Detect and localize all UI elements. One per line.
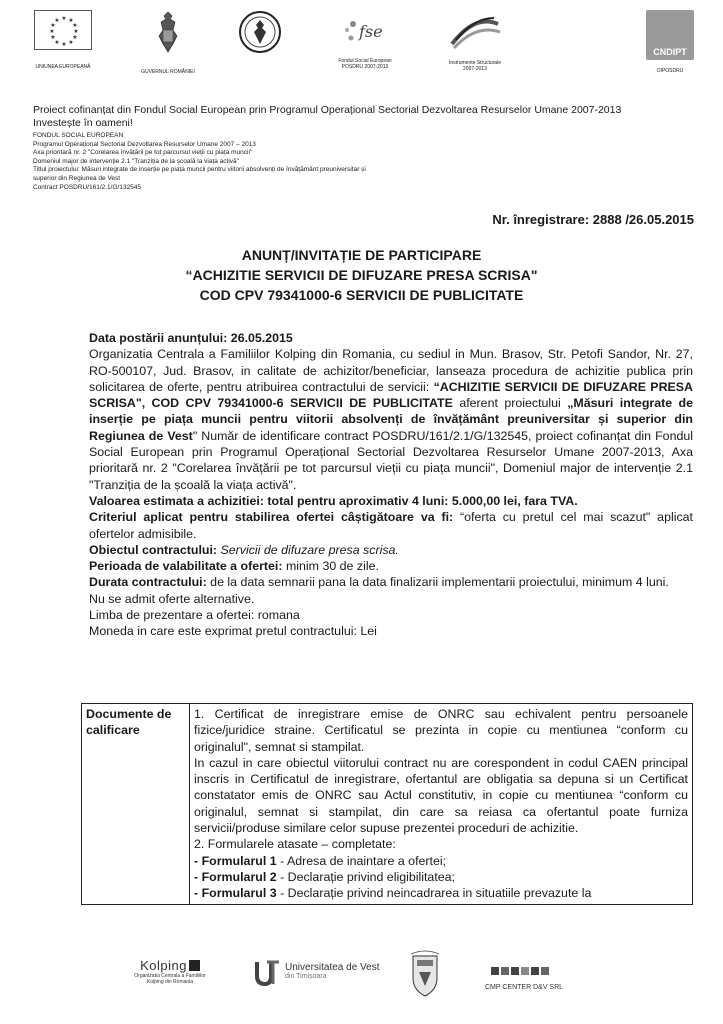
svg-text:★: ★ [72, 35, 78, 41]
meta-line: Titlul proiectului: Măsuri integrate de inserție pe piața muncii pentru viitorii absolvenți de învățământ preuniversitar și [33, 166, 366, 174]
duration-label: Durata contractului: [89, 575, 207, 590]
project-line: Proiect cofinanțat din Fondul Social European prin Programul Operațional Sectorial Dezvoltarea Resurselor Umane 2007-2013 [33, 104, 622, 116]
table-row [82, 704, 693, 905]
form-label: - Formularul 3 [194, 886, 277, 901]
svg-text:★: ★ [61, 16, 67, 22]
announcement-body [89, 330, 693, 640]
cndipt-caption: OIPOSDRU [656, 68, 684, 74]
criterion-label: Criteriul aplicat pentru stabilirea ofertei câștigătoare va fi: [89, 510, 454, 525]
intro-text: aferent proiectului [452, 396, 568, 411]
cmp-name: CMP CENTER D&V SRL [485, 984, 564, 991]
seal-icon [238, 10, 282, 54]
svg-text:★: ★ [72, 23, 78, 29]
intro-paragraph [89, 346, 693, 493]
meta-line: Contract POSDRU/161/2.1/G/132545 [33, 183, 142, 191]
intro-text: " Număr de identificare contract POSDRU/161/2.1/G/132545, proiect cofinanțat din Fondul Social European prin Programul Operațional Sectorial Dezvoltarea Resurselor Umane 2007-2013, Axa prioritară nr. 2 "Corelarea învățării pe tot parcursul vieții cu piața muncii", Domeniul major de intervenție 2.1 "Tranziția de la școală la viața activă". [89, 428, 693, 492]
validity-label: Perioada de valabilitate a ofertei: [89, 559, 283, 574]
structural-instruments-logo [430, 10, 520, 72]
intro-text: Organizatia Centrala a Familiilor Kolping din Romania, cu sediul in Mun. Brasov, Str. Petofi Sandor, Nr. 27, RO-500107, Jud. Brasov, in calitate de achizitor/beneficiar, lanseaza procedura de achizitie publica prin solicitarea de oferte, pentru atribuirea contractului de servicii: [89, 347, 693, 394]
timis-crest [405, 950, 445, 1003]
project-header [33, 104, 693, 130]
qualification-item: 2. Formularele atasate – completate: [194, 837, 396, 852]
svg-text:★: ★ [54, 40, 60, 46]
is-caption-1: Instrumente Structurale [449, 60, 501, 66]
county-crest-icon [405, 950, 445, 998]
kolping-logo [115, 958, 225, 985]
object-value: Servicii de difuzare presa scrisa. [217, 542, 399, 557]
contract-duration [89, 574, 693, 590]
qualification-label: Documente de calificare [82, 704, 190, 905]
form-label: - Formularul 1 [194, 853, 277, 868]
validity-value: minim 30 de zile. [282, 559, 379, 574]
logo-strip [20, 10, 700, 90]
invest-line: Investește în oameni! [33, 117, 133, 129]
eu-caption: UNIUNEA EUROPEANĂ [35, 64, 91, 70]
svg-text:★: ★ [68, 18, 74, 24]
qualification-item: 1. Certificat de inregistrare emise de ONRC sau echivalent pentru persoanele fizice/juridice straine. Certificatul se prezinta in copie cu mentiunea “conform cu originalul", semnat si stampilat. [194, 707, 688, 754]
criterion-value: “oferta cu pretul cel mai scazut" aplicat ofertelor admisibile. [89, 510, 693, 541]
form-item [194, 869, 688, 885]
svg-text:★: ★ [54, 18, 60, 24]
criterion [89, 509, 693, 542]
svg-text:★: ★ [50, 23, 56, 29]
project-meta [33, 132, 453, 192]
title-line-3: COD CPV 79341000-6 SERVICII DE PUBLICITATE [199, 287, 524, 303]
kolping-k-icon [189, 960, 200, 971]
cmp-logo [485, 964, 595, 991]
form-item [194, 853, 688, 869]
uvt-name: Universitatea de Vest [285, 962, 380, 973]
document-title [0, 245, 723, 305]
form-item [194, 885, 688, 901]
eu-flag-icon [34, 10, 92, 50]
gov-caption: GUVERNUL ROMÂNIEI [141, 69, 195, 75]
cndipt-badge-text: CNDIPT [653, 47, 687, 57]
title-line-1: ANUNȚ/INVITAȚIE DE PARTICIPARE [241, 247, 482, 263]
intro-project-name: „Măsuri integrate de inserție pe piața muncii pentru viitorii absolvenți de învățământ preuniversitar și superior din Regiunea de Vest [89, 396, 693, 443]
form-text: - Adresa de inaintare a ofertei; [276, 853, 447, 868]
meta-line: Domeniul major de intervenție 2.1 "Tranziția de la școală la viața activă" [33, 157, 239, 165]
posted-date: Data postării anunțului: 26.05.2015 [89, 331, 293, 345]
object-label: Obiectul contractului: [89, 542, 218, 557]
is-caption-2: 2007-2013 [463, 66, 487, 72]
kolping-subtitle: Organizatia Centrala a Familiilor [134, 973, 206, 979]
cmp-mark-icon [491, 965, 555, 977]
fse-icon [335, 10, 395, 50]
no-alternatives: Nu se admit oferte alternative. [89, 591, 255, 606]
contract-object [89, 542, 693, 558]
estimated-value: Valoarea estimata a achizitiei: total pentru aproximativ 4 luni: 5.000,00 lei, fara TVA. [89, 493, 578, 508]
meta-line: FONDUL SOCIAL EUROPEAN [33, 132, 124, 139]
kolping-name: Kolping [140, 958, 187, 973]
eu-logo [28, 10, 98, 70]
intro-contract-name: “ACHIZITIE SERVICII DE DIFUZARE PRESA SCRISA", COD CPV 79341000-6 SERVICII DE PUBLICITATE [89, 379, 693, 411]
svg-text:★: ★ [49, 29, 55, 35]
svg-text:★: ★ [50, 35, 56, 41]
svg-text:★: ★ [61, 42, 67, 48]
uvt-city: din Timișoara [285, 973, 327, 980]
fse-caption-2: POSDRU 2007-2013 [341, 64, 389, 70]
fse-caption-1: Fondul Social European [338, 58, 392, 64]
svg-text:★: ★ [68, 40, 74, 46]
cndipt-badge [646, 10, 694, 60]
uvt-mark-icon [255, 960, 281, 986]
duration-value: de la data semnarii pana la data finalizarii implementarii proiectului, minimum 4 luni. [206, 575, 669, 590]
contract-currency: Moneda in care este exprimat pretul contractului: Lei [89, 624, 377, 639]
offer-language: Limba de prezentare a ofertei: romana [89, 608, 300, 623]
qualification-table [81, 703, 693, 905]
svg-text:★: ★ [73, 29, 79, 35]
structural-instruments-icon [446, 10, 504, 52]
title-line-2: “ACHIZITIE SERVICII DE DIFUZARE PRESA SCRISA" [185, 267, 538, 283]
footer-logos [115, 950, 635, 1000]
svg-text:fse: fse [359, 22, 383, 41]
form-text: - Declarație privind neincadrarea in situatiile prevazute la [276, 886, 592, 901]
qualification-item: In cazul in care obiectul viitorului contract nu are corespondent in codul CAEN principal inscris in Certificatul de inregistrare, ofertantul are obligatia sa depuna si un Certificat constatator emis de ONRC sau Actul constitutiv, in copie cu mentiunea “conform cu originalul, semnat si stampilat, din care sa reiasa ca ofertantul poate furniza servicii/produse similare celor supuse prezentei proceduri de achizitie. [194, 755, 688, 836]
qualification-content [190, 704, 693, 905]
meta-line: Programul Operațional Sectorial Dezvoltarea Resurselor Umane 2007 – 2013 [33, 140, 256, 148]
coat-of-arms-icon [153, 10, 183, 54]
validity-period [89, 558, 693, 574]
form-label: - Formularul 2 [194, 869, 277, 884]
form-text: - Declarație privind eligibilitatea; [276, 869, 455, 884]
cndipt-logo [640, 10, 700, 74]
registration-number: Nr. înregistrare: 2888 /26.05.2015 [492, 212, 694, 227]
meta-line: Axa prioritară nr. 2 "Corelarea învățării pe tot parcursul vieții cu piața muncii" [33, 149, 253, 157]
kolping-subtitle: Kolping din Romania [146, 979, 194, 985]
fse-logo [320, 10, 410, 70]
meta-line: superior din Regiunea de Vest [33, 174, 121, 182]
gov-logo [128, 10, 208, 75]
ministry-seal [232, 10, 288, 59]
